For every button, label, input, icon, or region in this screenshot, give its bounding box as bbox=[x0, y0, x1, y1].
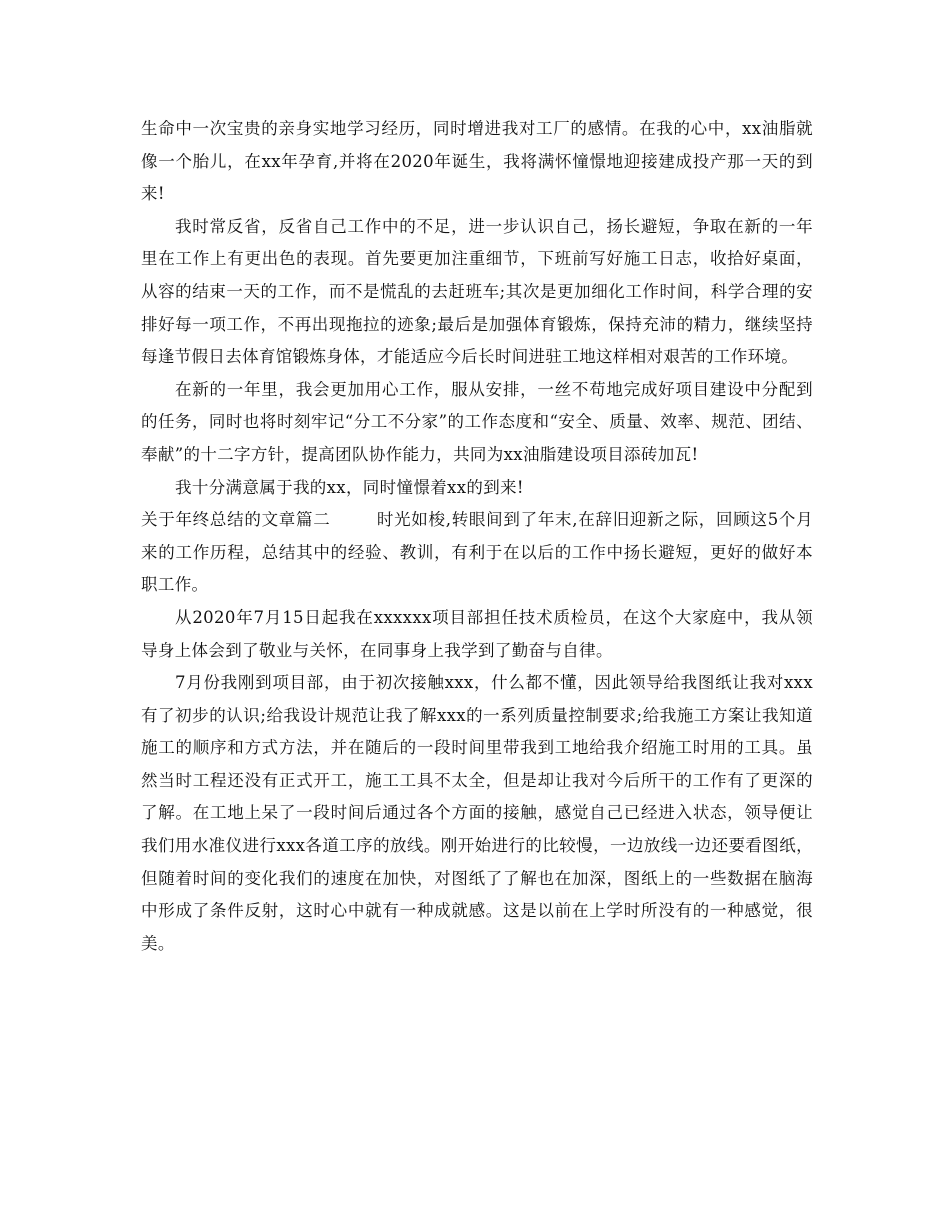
article-heading: 关于年终总结的文章篇二 bbox=[141, 510, 331, 530]
paragraph-4: 我十分满意属于我的xx，同时憧憬着xx的到来! bbox=[175, 477, 524, 497]
paragraph-6: 从2020年7月15日起我在xxxxxx项目部担任技术质检员，在这个大家庭中，我从领导身上体会到了敬业与关怀，在同事身上我学到了勤奋与自律。 bbox=[141, 607, 813, 660]
paragraph-2: 我时常反省，反省自己工作中的不足，进一步认识自己，扬长避短，争取在新的一年里在工作上有更出色的表现。首先要更加注重细节，下班前写好施工日志，收拾好桌面，从容的结束一天的工作，而不是慌乱的去赶班车;其次是更加细化工作时间，科学合理的安排好每一项工作，不再出现拖拉的迹象;最后是加强体育锻炼，保持充沛的精力，继续坚持每逢节假日去体育馆锻炼身体，才能适应今后长时间进驻工地这样相对艰苦的工作环境。 bbox=[141, 216, 813, 367]
document-body bbox=[141, 113, 813, 960]
paragraph-5 bbox=[141, 504, 813, 602]
paragraph-5-text: 时光如梭,转眼间到了年末,在辞旧迎新之际，回顾这5个月来的工作历程，总结其中的经验、教训，有利于在以后的工作中扬长避短，更好的做好本职工作。 bbox=[141, 510, 813, 595]
paragraph-3: 在新的一年里，我会更加用心工作，服从安排，一丝不苟地完成好项目建设中分配到的任务，同时也将时刻牢记“分工不分家”的工作态度和“安全、质量、效率、规范、团结、奉献”的十二字方针，提高团队协作能力，共同为xx油脂建设项目添砖加瓦! bbox=[141, 379, 813, 464]
paragraph-1: 生命中一次宝贵的亲身实地学习经历，同时增进我对工厂的感情。在我的心中，xx油脂就像一个胎儿，在xx年孕育,并将在2020年诞生，我将满怀憧憬地迎接建成投产那一天的到来! bbox=[141, 119, 813, 204]
paragraph-7: 7月份我刚到项目部，由于初次接触xxx，什么都不懂，因此领导给我图纸让我对xxx有了初步的认识;给我设计规范让我了解xxx的一系列质量控制要求;给我施工方案让我知道施工的顺序和方式方法，并在随后的一段时间里带我到工地给我介绍施工时用的工具。虽然当时工程还没有正式开工，施工工具不太全，但是却让我对今后所干的工作有了更深的了解。在工地上呆了一段时间后通过各个方面的接触，感觉自己已经进入状态，领导便让我们用水准仪进行xxx各道工序的放线。刚开始进行的比较慢，一边放线一边还要看图纸，但随着时间的变化我们的速度在加快，对图纸了了解也在加深，图纸上的一些数据在脑海中形成了条件反射，这时心中就有一种成就感。这是以前在上学时所没有的一种感觉，很美。 bbox=[141, 673, 813, 953]
